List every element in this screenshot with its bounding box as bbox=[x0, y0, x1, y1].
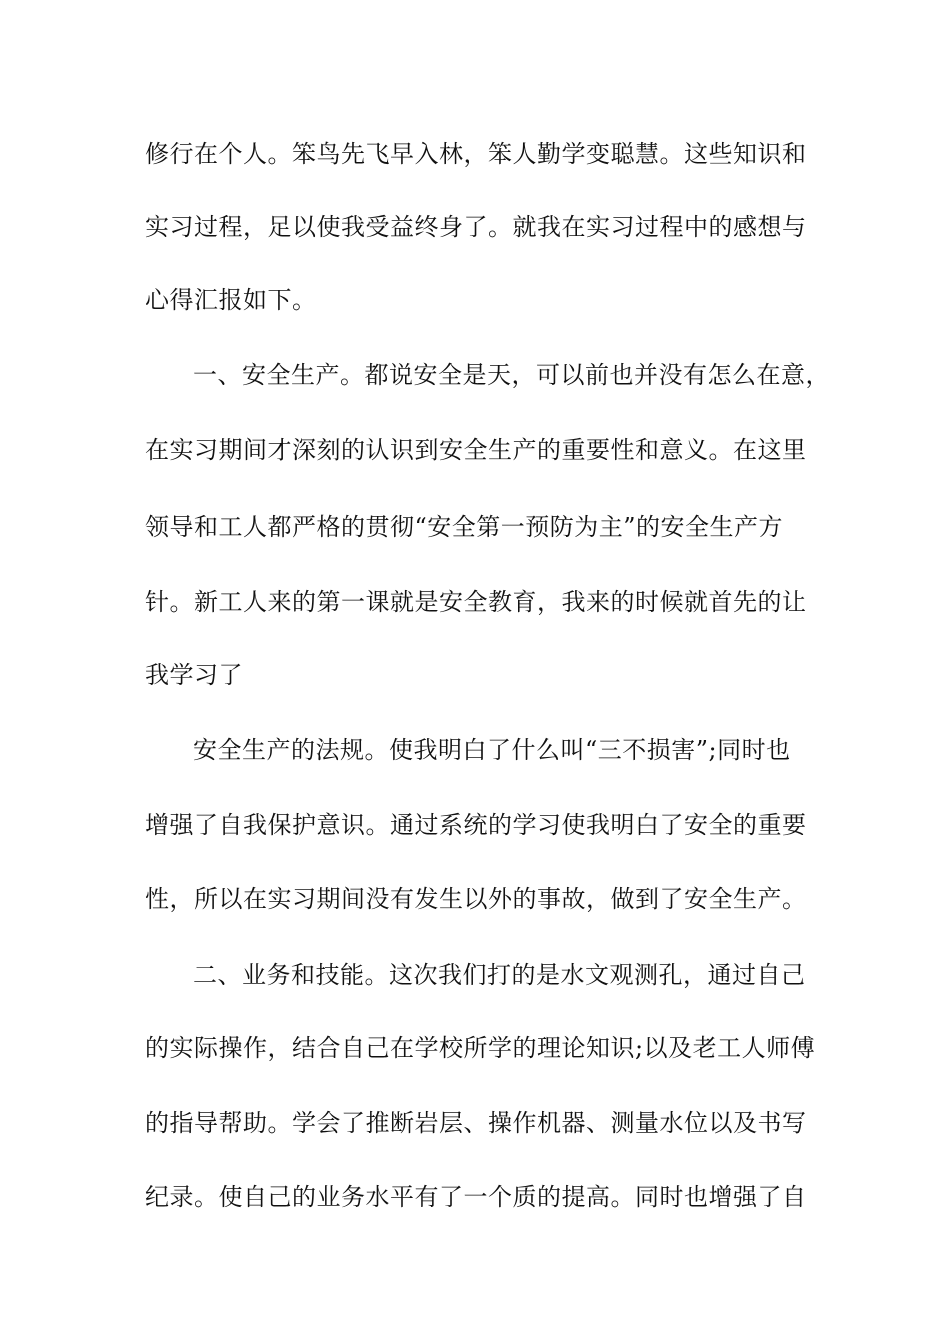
text-line: 的实际操作，结合自己在学校所学的理论知识;以及老工人师傅 bbox=[145, 1034, 816, 1062]
text-line: 增强了自我保护意识。通过系统的学习使我明白了安全的重要 bbox=[145, 811, 807, 839]
paragraph-first-line: 一、安全生产。都说安全是天，可以前也并没有怎么在意， bbox=[193, 361, 830, 389]
text-line: 针。新工人来的第一课就是安全教育，我来的时候就首先的让 bbox=[145, 588, 807, 616]
text-line: 我学习了 bbox=[145, 661, 243, 689]
text-line: 在实习期间才深刻的认识到安全生产的重要性和意义。在这里 bbox=[145, 436, 807, 464]
text-line: 实习过程，足以使我受益终身了。就我在实习过程中的感想与 bbox=[145, 213, 807, 241]
paragraph-first-line: 安全生产的法规。使我明白了什么叫“三不损害”;同时也 bbox=[193, 736, 791, 764]
paragraph-first-line: 二、业务和技能。这次我们打的是水文观测孔，通过自己 bbox=[193, 961, 806, 989]
text-line: 的指导帮助。学会了推断岩层、操作机器、测量水位以及书写 bbox=[145, 1109, 807, 1137]
text-line: 纪录。使自己的业务水平有了一个质的提高。同时也增强了自 bbox=[145, 1183, 807, 1211]
text-line: 领导和工人都严格的贯彻“安全第一预防为主”的安全生产方 bbox=[145, 513, 784, 541]
text-line: 性，所以在实习期间没有发生以外的事故，做到了安全生产。 bbox=[145, 885, 807, 913]
text-line: 心得汇报如下。 bbox=[145, 286, 317, 314]
text-line: 修行在个人。笨鸟先飞早入林，笨人勤学变聪慧。这些知识和 bbox=[145, 140, 807, 168]
